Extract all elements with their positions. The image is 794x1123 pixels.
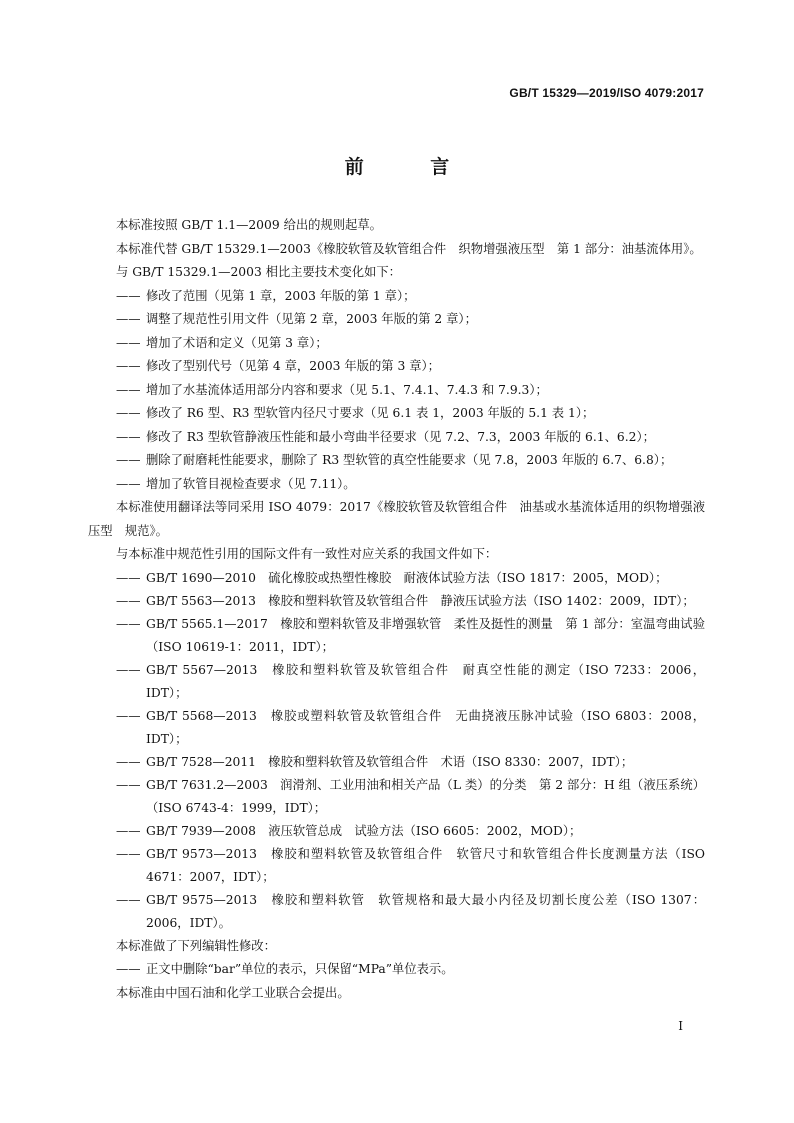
list-item-text: 修改了型别代号（见第 4 章，2003 年版的第 3 章）； <box>146 359 440 373</box>
list-item <box>88 402 705 426</box>
reference-item <box>88 613 705 659</box>
page-number: I <box>678 1019 683 1033</box>
reference-text: GB/T 5565.1—2017 橡胶和塑料软管及非增强软管 柔性及挺性的测量 第 1 部分：室温弯曲试验（ISO 10619-1：2011，IDT）； <box>146 616 705 654</box>
reference-text: GB/T 5567—2013 橡胶和塑料软管及软管组合件 耐真空性能的测定（ISO 7233：2006，IDT）； <box>146 662 705 700</box>
list-item-text: 修改了 R3 型软管静液压性能和最小弯曲半径要求（见 7.2、7.3，2003 年版的 6.1、6.2）； <box>146 429 655 444</box>
reference-item <box>88 705 705 751</box>
dash-mark: —— <box>116 288 141 303</box>
reference-item <box>88 889 705 935</box>
reference-item <box>88 659 705 705</box>
dash-mark: —— <box>116 359 141 373</box>
list-item <box>88 355 705 379</box>
list-item <box>88 332 705 356</box>
list-item-text: 修改了范围（见第 1 章，2003 年版的第 1 章）； <box>146 288 416 303</box>
list-item-text: 增加了术语和定义（见第 3 章）； <box>146 335 328 350</box>
paragraph-edits-intro: 本标准做了下列编辑性修改： <box>116 938 276 953</box>
list-item <box>88 285 705 309</box>
page-title: 前 言 <box>344 156 480 178</box>
dash-mark: —— <box>116 406 141 420</box>
dash-mark: —— <box>116 892 141 907</box>
list-item-text: 修改了 R6 型、R3 型软管内径尺寸要求（见 6.1 表 1，2003 年版的 5.1 表 1）； <box>146 406 595 420</box>
list-item <box>88 426 705 450</box>
paragraph-changes-intro: 与 GB/T 15329.1—2003 相比主要技术变化如下： <box>116 265 401 279</box>
foreword-body <box>88 214 705 1005</box>
reference-item <box>88 820 705 843</box>
dash-mark: —— <box>116 823 141 838</box>
reference-text: GB/T 9573—2013 橡胶和塑料软管及软管组合件 软管尺寸和软管组合件长度测量方法（ISO 4671：2007，IDT）； <box>146 846 705 884</box>
reference-text: GB/T 1690—2010 硫化橡胶或热塑性橡胶 耐液体试验方法（ISO 1817：2005，MOD）； <box>146 570 668 585</box>
edits-list <box>88 958 705 982</box>
dash-mark: —— <box>116 453 141 467</box>
dash-mark: —— <box>116 382 141 397</box>
dash-mark: —— <box>116 570 141 585</box>
dash-mark: —— <box>116 616 141 631</box>
list-item-text: 正文中删除“bar”单位的表示，只保留“MPa”单位表示。 <box>146 962 454 976</box>
dash-mark: —— <box>116 777 141 792</box>
paragraph-refs-intro: 与本标准中规范性引用的国际文件有一致性对应关系的我国文件如下： <box>116 547 498 561</box>
changes-list <box>88 285 705 497</box>
paragraph-replaces: 本标准代替 GB/T 15329.1—2003《橡胶软管及软管组合件 织物增强液压型 第 1 部分：油基流体用》。 <box>116 241 702 256</box>
reference-text: GB/T 5563—2013 橡胶和塑料软管及软管组合件 静液压试验方法（ISO 1402：2009，IDT）； <box>146 593 695 608</box>
reference-text: GB/T 9575—2013 橡胶和塑料软管 软管规格和最大最小内径及切割长度公差（ISO 1307：2006，IDT）。 <box>146 892 705 930</box>
reference-text: GB/T 7528—2011 橡胶和塑料软管及软管组合件 术语（ISO 8330：2007，IDT）； <box>146 754 634 769</box>
dash-mark: —— <box>116 476 141 491</box>
paragraph-drafting-rule: 本标准按照 GB/T 1.1—2009 给出的规则起草。 <box>116 218 382 232</box>
list-item-text: 调整了规范性引用文件（见第 2 章，2003 年版的第 2 章）； <box>146 312 477 326</box>
document-code: GB/T 15329—2019/ISO 4079:2017 <box>509 86 704 100</box>
reference-item <box>88 567 705 590</box>
reference-text: GB/T 5568—2013 橡胶或塑料软管及软管组合件 无曲挠液压脉冲试验（ISO 6803：2008，IDT）； <box>146 708 705 746</box>
paragraph-proposer: 本标准由中国石油和化学工业联合会提出。 <box>116 985 350 1000</box>
dash-mark: —— <box>116 962 141 976</box>
paragraph-adoption: 本标准使用翻译法等同采用 ISO 4079：2017《橡胶软管及软管组合件 油基或水基流体适用的织物增强液压型 规范》。 <box>88 500 705 538</box>
dash-mark: —— <box>116 846 141 861</box>
dash-mark: —— <box>116 429 141 444</box>
references-list <box>88 567 705 935</box>
list-item <box>88 308 705 332</box>
reference-item <box>88 774 705 820</box>
reference-item <box>88 843 705 889</box>
list-item <box>88 958 705 982</box>
reference-item <box>88 590 705 613</box>
list-item-text: 增加了水基流体适用部分内容和要求（见 5.1、7.4.1、7.4.3 和 7.9.3）； <box>146 382 548 397</box>
list-item <box>88 379 705 403</box>
dash-mark: —— <box>116 754 141 769</box>
dash-mark: —— <box>116 312 141 326</box>
dash-mark: —— <box>116 593 141 608</box>
list-item-text: 增加了软管目视检查要求（见 7.11）。 <box>146 476 356 491</box>
list-item <box>88 473 705 497</box>
dash-mark: —— <box>116 662 141 677</box>
reference-text: GB/T 7939—2008 液压软管总成 试验方法（ISO 6605：2002，MOD）； <box>146 823 582 838</box>
dash-mark: —— <box>116 708 141 723</box>
list-item <box>88 449 705 473</box>
dash-mark: —— <box>116 335 141 350</box>
list-item-text: 删除了耐磨耗性能要求，删除了 R3 型软管的真空性能要求（见 7.8，2003 年版的 6.7、6.8）； <box>146 453 673 467</box>
reference-text: GB/T 7631.2—2003 润滑剂、工业用油和相关产品（L 类）的分类 第 2 部分：H 组（液压系统）（ISO 6743-4：1999，IDT）； <box>146 777 705 815</box>
reference-item <box>88 751 705 774</box>
